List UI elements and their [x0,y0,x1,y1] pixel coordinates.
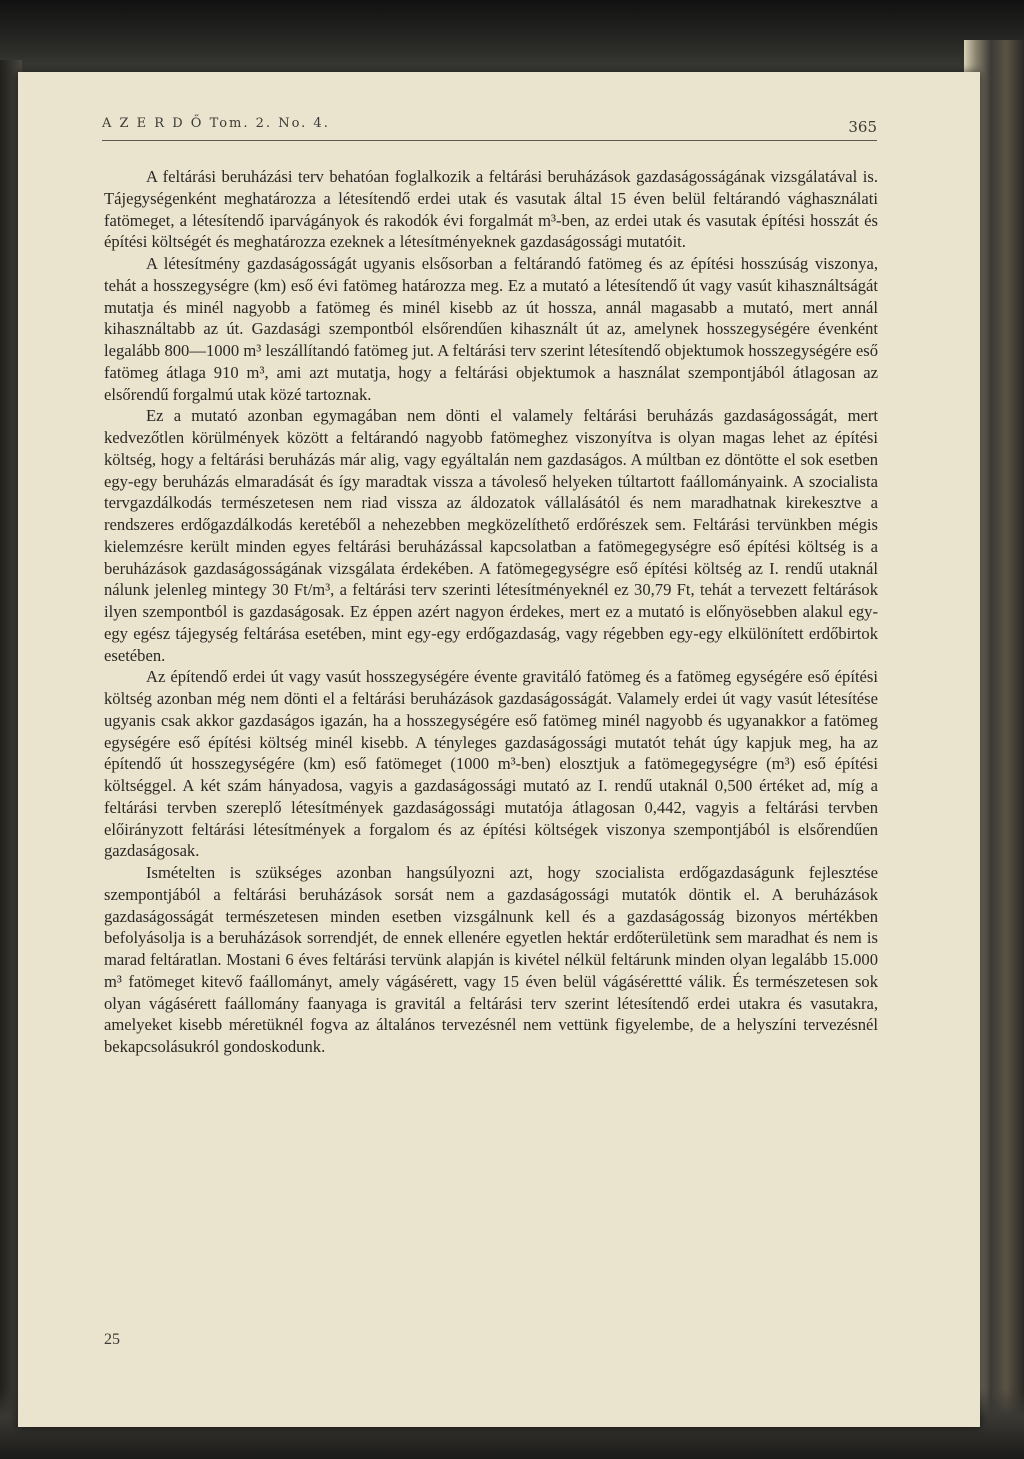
paragraph: A feltárási beruházási terv behatóan foglalkozik a feltárási beruházások gazdaságosságának vizsgálatával is. Tájegységenként meghatározza a létesítendő erdei utak és vasutak által 15 éven belül feltárandó vághasználati fatömeget, a létesítendő iparvágányok és rakodók évi forgalmát m³-ben, az erdei utak és vasutak építési hosszát és építési költségét és meghatározza ezeknek a létesítményeknek gazdaságossági mutatóit. [104,167,878,252]
running-header [102,116,877,141]
article-body [104,166,878,1326]
paragraph: Ismételten is szükséges azonban hangsúlyozni azt, hogy szocialista erdőgazdaságunk fejlesztése szempontjából a feltárási beruházások sorsát nem a gazdaságossági mutatók döntik el. A beruházások gazdaságosságát természetesen minden esetben vizsgálnunk kell és a gazdaságosság bizonyos mértékben befolyásolja is a beruházások sorrendjét, de ennek ellenére egyetlen hektár erdőterületünk sem maradhat és nem is marad feltáratlan. Mostani 6 éves feltárási tervünk alapján is kivétel nélkül feltárunk minden olyan legalább 15.000 m³ fatömeget kitevő faállományt, amely vágásérett, vagy 15 éven belül vágásérettté válik. És természetesen sok olyan vágásérett faállomány faanyaga is gravitál a feltárási terv szerint létesítendő erdei utakra és vasutakra, amelyeket kisebb méretüknél fogva az általános tervezésnél nem vettünk figyelembe, de a helyszíni tervezésnél bekapcsolásukról gondoskodunk. [104,863,878,1056]
paragraph: Az építendő erdei út vagy vasút hosszegységére évente gravitáló fatömeg és a fatömeg egységére eső építési költség azonban még nem dönti el a feltárási beruházások gazdaságosságát. Valamely erdei út vagy vasút létesítése ugyanis csak akkor gazdaságos igazán, ha a hosszegységére eső fatömeg minél nagyobb és ugyanakkor a fatömeg egységére eső építési költség minél kisebb. A tényleges gazdaságossági mutatót tehát úgy kapjuk meg, ha az építendő út hosszegységére (km) eső fatömeget (1000 m³-ben) elosztjuk a fatömegegységre (m³) eső építési költséggel. A két szám hányadosa, vagyis a gazdaságossági mutató az I. rendű utaknál 0,500 értéket ad, míg a feltárási tervben szereplő létesítmények gazdaságossági mutatója átlagosan 0,442, vagyis a feltárási tervben előirányzott feltárási létesítmények a forgalom és az építési költségek viszonya szempontjából is elsőrendűen gazdaságosak. [104,667,878,861]
paragraph: A létesítmény gazdaságosságát ugyanis elsősorban a feltárandó fatömeg és az építési hosszúság viszonya, tehát a hosszegységre (km) eső évi fatömeg határozza meg. Ez a mutató a létesítendő út vagy vasút kihasználtságát mutatja és minél nagyobb a fatömeg és minél kisebb az út hossza, annál magasabb a mutató, mert annál kihasználtabb az út. Gazdasági szempontból elsőrendűen kihasznált út az, amelynek hosszegységére évenként legalább 800—1000 m³ leszállítandó fatömeg jut. A feltárási terv szerint létesítendő objektumok hosszegységére eső fatömeg átlaga 910 m³, ami azt mutatja, hogy a feltárási objektumok a használat szempontjából átlagosan az elsőrendű forgalmú utak közé tartoznak. [104,254,878,404]
signature-mark: 25 [104,1331,120,1348]
paragraph: Ez a mutató azonban egymagában nem dönti el valamely feltárási beruházás gazdaságosságát, mert kedvezőtlen körülmények között a feltárandó nagyobb fatömeghez viszonyítva is olyan magas lehet az építési költség, hogy a feltárási beruházás már alig, vagy egyáltalán nem gazdaságos. A múltban ez döntötte el sok esetben egy-egy beruházás elmaradását és így maradtak vissza a távoleső helyeken túltartott faállományaink. A szocialista tervgazdálkodás természetesen nem riad vissza az áldozatok vállalásától és nem maradhatnak kirekesztve a rendszeres erdőgazdálkodás keretéből a nehezebben megközelíthető erdőrészek sem. Feltárási tervünkben mégis kielemzésre került minden egyes feltárási beruházással kapcsolatban a fatömegegységre eső építési költség is a beruházások gazdaságosságának vizsgálata érdekében. A fatömegegységre eső építési költség az I. rendű utaknál nálunk jelenleg mintegy 30 Ft/m³, a feltárási terv szerinti létesítményeknél ez 30,79 Ft, tehát a tervezett feltárások ilyen szempontból is gazdaságosak. Ez éppen azért nagyon érdekes, mert ez a mutató is előnyösebben alakul egy-egy egész tájegység feltárása esetében, mint egy-egy erdőgazdaság, vagy régebben egy-egy elkülönített erdőbirtok esetében. [104,406,878,665]
journal-reference: A Z E R D Ő Tom. 2. No. 4. [102,116,330,131]
page-number: 365 [848,118,877,136]
